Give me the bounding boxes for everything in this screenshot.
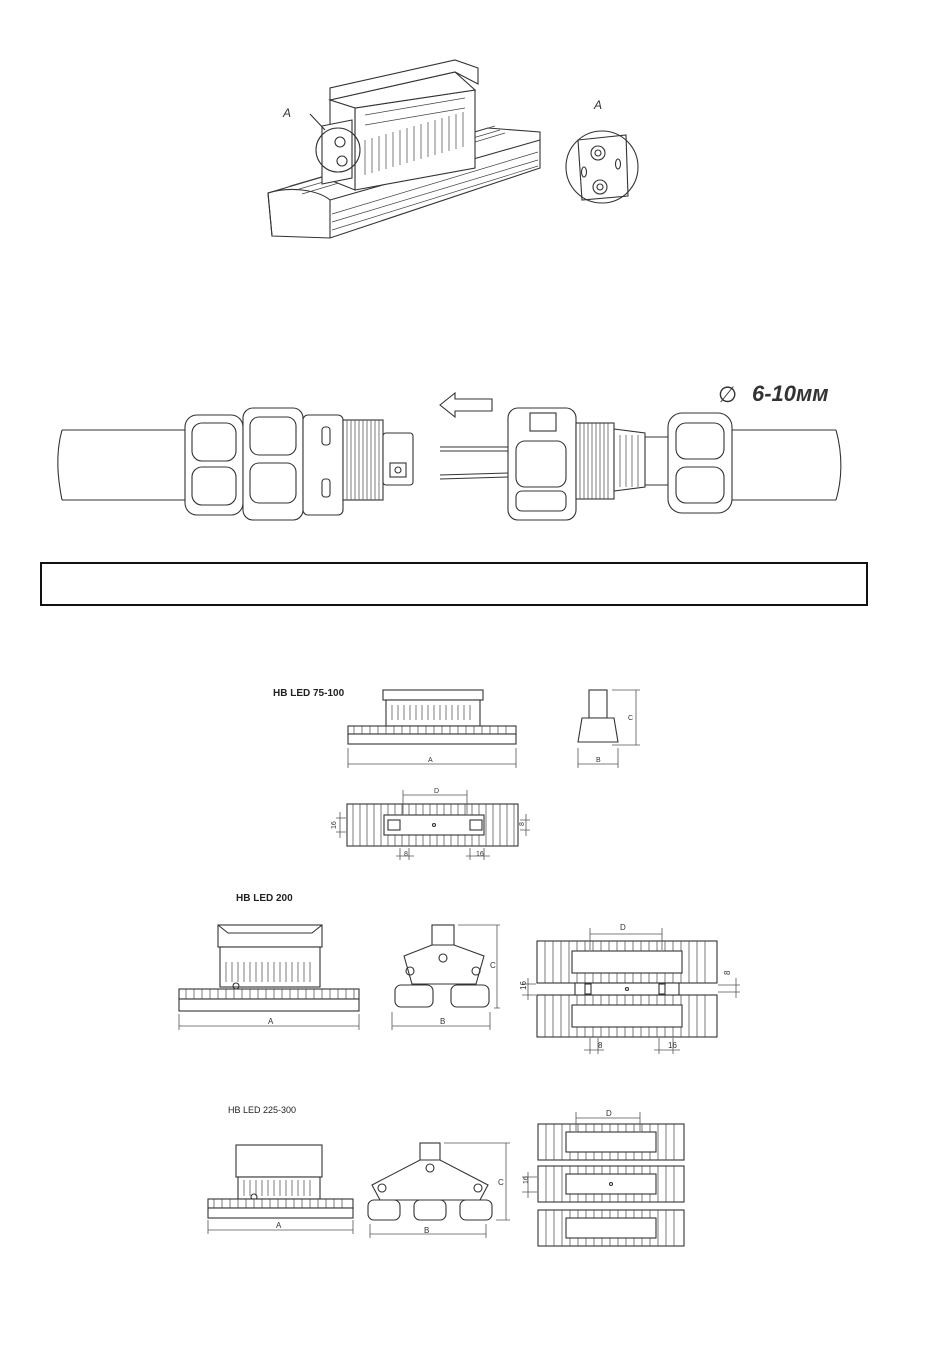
dim-16-left-label-225: 16 bbox=[523, 1176, 530, 1184]
dim-a-label-225: A bbox=[276, 1221, 282, 1230]
dim-8-right-label-200: 8 bbox=[723, 970, 732, 975]
dim-d-label-225: D bbox=[606, 1109, 612, 1118]
callout-label-a: A bbox=[283, 106, 292, 120]
dim-d-label: D bbox=[434, 788, 440, 795]
dim-8-right-label: 8 bbox=[519, 822, 526, 826]
hb-led-225-300-title: HB LED 225-300 bbox=[228, 1105, 297, 1115]
hb-led-75-100-title: HB LED 75-100 bbox=[273, 688, 345, 699]
detail-label-a: A bbox=[594, 98, 603, 112]
dim-b-label-225: B bbox=[424, 1226, 430, 1235]
dim-b-label-200: B bbox=[440, 1017, 446, 1026]
hb-led-200-title: HB LED 200 bbox=[236, 893, 293, 904]
cable-diameter-label: 6-10мм bbox=[752, 381, 829, 406]
diameter-symbol: ∅ bbox=[718, 382, 738, 407]
dim-d-label-200: D bbox=[620, 923, 626, 932]
dim-16-bottom-label-200: 16 bbox=[668, 1041, 677, 1050]
dim-c-label-225: C bbox=[498, 1178, 504, 1187]
dim-a-label: A bbox=[428, 757, 433, 764]
dim-16-bottom-label: 16 bbox=[476, 851, 484, 858]
dim-a-label-200: A bbox=[268, 1017, 274, 1026]
dim-16-left-label-200: 16 bbox=[519, 981, 528, 990]
dim-8-bottom-label-200: 8 bbox=[598, 1041, 603, 1050]
dim-c-label: C bbox=[628, 715, 634, 722]
dim-16-left-label: 16 bbox=[331, 821, 338, 829]
dim-8-bottom-label: 8 bbox=[404, 851, 408, 858]
dim-b-label: B bbox=[596, 757, 601, 764]
dim-c-label-200: C bbox=[490, 961, 496, 970]
